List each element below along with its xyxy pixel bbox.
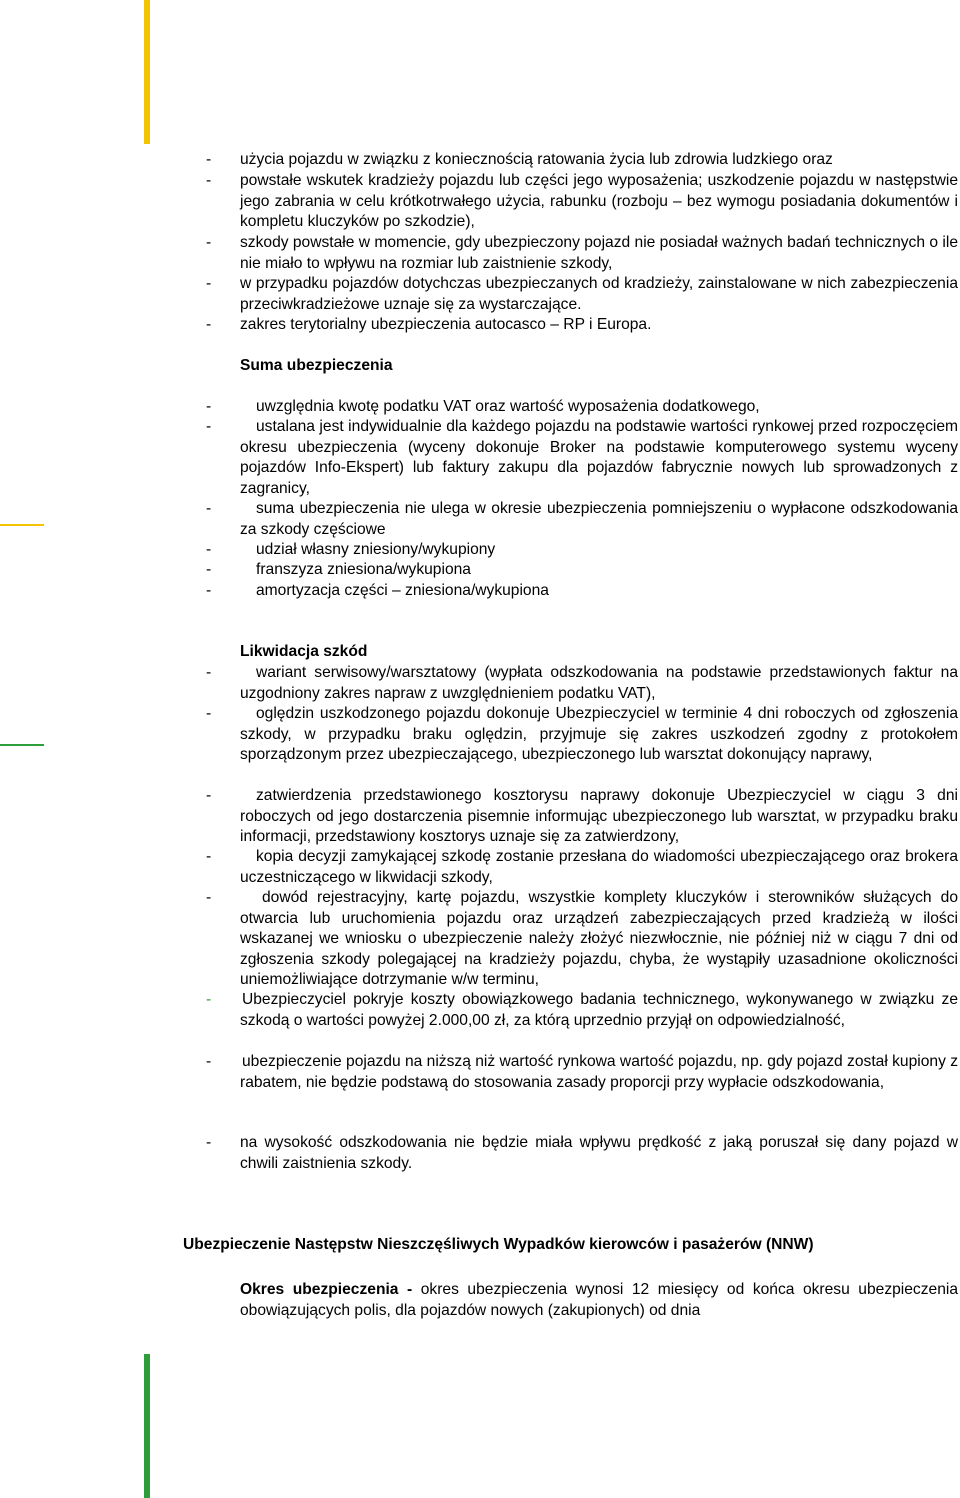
list-item-text: użycia pojazdu w związku z koniecznością ratowania życia lub zdrowia ludzkiego oraz [240, 151, 833, 168]
list-item [206, 171, 958, 233]
list-item-text: ustalana jest indywidualnie dla każdego pojazdu na podstawie wartości rynkowej przed rozpoczęciem okresu ubezpieczenia (wyceny dokonuje Broker na podstawie komputerowego systemu wyceny pojazdów Info-Ekspert) lub faktury zakupu dla pojazdów fabrycznie nowych lub sprowadzonych z zagranicy, [240, 418, 958, 497]
list-item-text: amortyzacja części – zniesiona/wykupiona [256, 582, 549, 599]
list-dash: - [206, 151, 212, 168]
list-item-text: suma ubezpieczenia nie ulega w okresie ubezpieczenia pomniejszeniu o wypłacone odszkodowania za szkody częściowe [240, 500, 958, 538]
okres-paragraph [240, 1280, 958, 1321]
list-dash: - [206, 234, 212, 251]
list-item [206, 274, 958, 315]
list-dash: - [206, 275, 212, 292]
list-item-text: zakres terytorialny ubezpieczenia autocasco – RP i Europa. [240, 316, 652, 333]
list-item [206, 499, 958, 540]
list-dash: - [206, 787, 212, 804]
list-item [206, 1133, 958, 1174]
list-dash: - [206, 172, 212, 189]
list-dash: - [206, 1134, 212, 1151]
list-item [206, 417, 958, 499]
list-item-text: szkody powstałe w momencie, gdy ubezpieczony pojazd nie posiadał ważnych badań technicznych o ile nie miało to wpływu na rozmiar lub zaistnienie szkody, [240, 234, 958, 272]
list-item-text: na wysokość odszkodowania nie będzie miała wpływu prędkość z jaką poruszał się dany pojazd w chwili zaistnienia szkody. [240, 1134, 958, 1172]
okres-text: okres ubezpieczenia wynosi 12 miesięcy od końca okresu ubezpieczenia obowiązujących polis, dla pojazdów nowych (zakupionych) od dnia [240, 1281, 959, 1319]
list-item [206, 663, 958, 704]
section-heading-suma: Suma ubezpieczenia [240, 357, 393, 374]
list-item [206, 704, 958, 766]
list-item-text: franszyza zniesiona/wykupiona [256, 561, 471, 578]
okres-label: Okres ubezpieczenia - [240, 1281, 413, 1298]
list-item-text: uwzględnia kwotę podatku VAT oraz wartość wyposażenia dodatkowego, [256, 398, 760, 415]
list-item [206, 581, 958, 602]
list-item-text: powstałe wskutek kradzieży pojazdu lub części jego wyposażenia; uszkodzenie pojazdu w następstwie jego zabrania w celu krótkotrwałego użycia, rabunku (rozboju – bez wymogu posiadania dokumentów i kompletu kluczyków po szkodzie), [240, 172, 958, 231]
list-item-text: oględzin uszkodzonego pojazdu dokonuje Ubezpieczyciel w terminie 4 dni roboczych od zgłoszenia szkody, w przypadku braku oględzin, przyjmuje się zakres uszkodzeń zgodny z protokołem sporządzonym przez ubezpieczającego, ubezpieczonego lub warsztat dokonujący naprawy, [240, 705, 958, 764]
list-dash: - [206, 500, 212, 517]
list-item [206, 888, 958, 991]
section-heading-likwidacja: Likwidacja szkód [240, 643, 368, 660]
list-dash: - [206, 991, 212, 1008]
list-item-text: dowód rejestracyjny, kartę pojazdu, wszystkie komplety kluczyków i sterowników służących do otwarcia lub uruchomienia pojazdu oraz urządzeń zabezpieczających przed kradzieżą w ilości wskazanej we wniosku o ubezpieczenie należy złożyć niezwłocznie, nie później niż w ciągu 7 dni od zgłoszenia szkody polegającej na kradzieży pojazdu, chyba, że wystąpiły uzasadnione okoliczności uniemożliwiające dotrzymanie w/w terminu, [240, 889, 958, 989]
list-item [206, 847, 958, 888]
list-item-text: udział własny zniesiony/wykupiony [256, 541, 496, 558]
list-item-text: zatwierdzenia przedstawionego kosztorysu naprawy dokonuje Ubezpieczyciel w ciągu 3 dni roboczych od jego dostarczenia pisemnie informując ubezpieczonego lub warsztat, w przypadku braku informacji, przedstawiony kosztorys uznaje się za zatwierdzony, [240, 787, 958, 846]
list-item-text: w przypadku pojazdów dotychczas ubezpieczanych od kradzieży, zainstalowane w nich zabezpieczenia przeciwkradzieżowe uznaje się za wystarczające. [240, 275, 958, 313]
list-dash: - [206, 1053, 212, 1070]
list-dash: - [206, 316, 212, 333]
list-dash: - [206, 889, 212, 906]
list-item-text: ubezpieczenie pojazdu na niższą niż wartość rynkowa wartość pojazdu, np. gdy pojazd został kupiony z rabatem, nie będzie podstawą do stosowania zasady proporcji przy wypłacie odszkodowania, [240, 1053, 958, 1091]
list-dash: - [206, 398, 212, 415]
list-item-text: wariant serwisowy/warsztatowy (wypłata odszkodowania na podstawie przedstawionych faktur na uzgodniony zakres napraw z uwzględnieniem podatku VAT), [240, 664, 958, 702]
list-dash: - [206, 541, 212, 558]
list-item [206, 786, 958, 848]
list-item [206, 990, 958, 1031]
list-dash: - [206, 561, 212, 578]
list-dash: - [206, 848, 212, 865]
list-item [206, 150, 958, 171]
list-item [206, 397, 958, 418]
list-item [206, 560, 958, 581]
section-heading-nnw: Ubezpieczenie Następstw Nieszczęśliwych Wypadków kierowców i pasażerów (NNW) [183, 1236, 814, 1253]
list-item [206, 1052, 958, 1093]
list-item [206, 315, 958, 336]
list-dash: - [206, 582, 212, 599]
list-dash: - [206, 664, 212, 681]
list-item-text: kopia decyzji zamykającej szkodę zostanie przesłana do wiadomości ubezpieczającego oraz brokera uczestniczącego w likwidacji szkody, [240, 848, 958, 886]
list-item [206, 540, 958, 561]
list-dash: - [206, 705, 212, 722]
list-item-text: Ubezpieczyciel pokryje koszty obowiązkowego badania technicznego, wykonywanego w związku ze szkodą o wartości powyżej 2.000,00 zł, za którą uprzednio przyjął on odpowiedzialność, [240, 991, 958, 1029]
list-item [206, 233, 958, 274]
list-dash: - [206, 418, 212, 435]
